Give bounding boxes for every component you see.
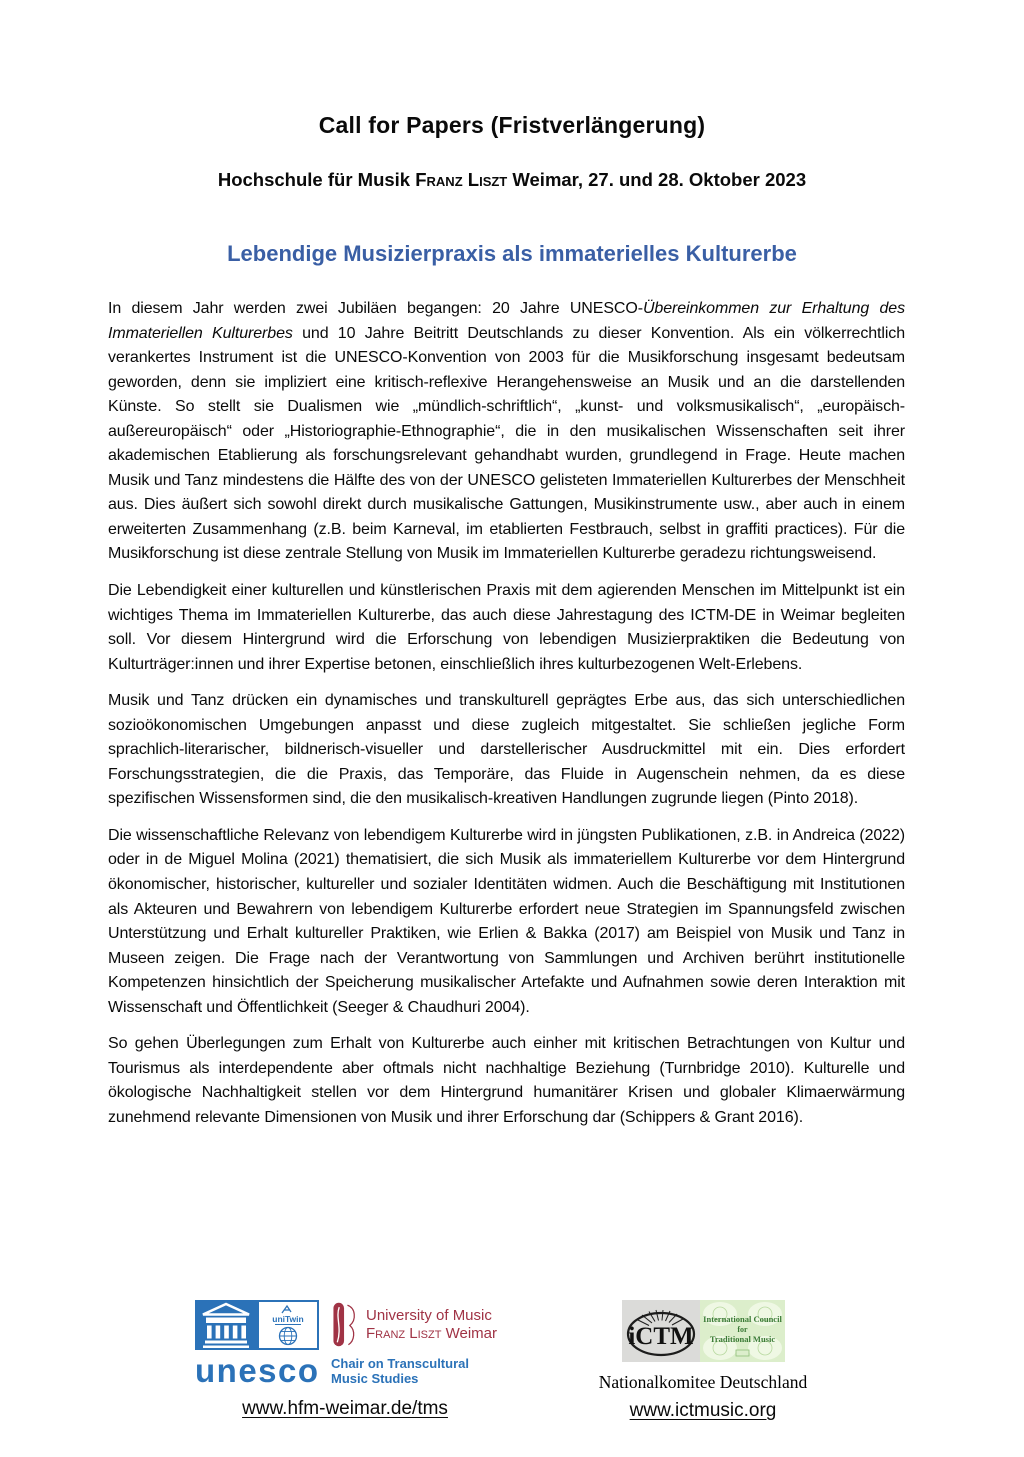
hfm-weimar-wordmark bbox=[366, 1300, 497, 1342]
ictm-link-row bbox=[593, 1400, 813, 1422]
paragraph-3: Musik und Tanz drücken ein dynamisches und transkulturell geprägtes Erbe aus, das sich unterschiedlichen sozioökonomischen Umgebungen anpasst und diese zugleich mitgestaltet. Sie schließen jegliche Form sprachlich-literarischer, bildnerisch-visueller und darstellerischer Ausdruckmittel mit ein. Dies erfordert Forschungsstrategien, die die Praxis, das Temporäre, das Fluide in Augenschein nehmen, da es diese spezifischen Wissensformen sind, die den musikalisch-kreativen Handlungen zugrunde liegen (Pinto 2018). bbox=[108, 692, 905, 808]
ictm-green-emblem bbox=[700, 1300, 785, 1362]
hfm-tms-link[interactable]: www.hfm-weimar.de/tms bbox=[242, 1398, 448, 1419]
paragraph-2: Die Lebendigkeit einer kulturellen und künstlerischen Praxis mit dem agierenden Menschen im Mittelpunkt ist ein wichtiges Thema im Immateriellen Kulturerbe, das auch diese Jahrestagung des ICTM-DE in Weimar begleiten soll. Vor diesem Hintergrund wird die Erforschung von lebendigen Musizierpraktiken die Bedeutung von Kulturträger:innen und ihrer Expertise betonen, einschließlich ihres kulturbezogenen Welt-Erlebens. bbox=[108, 582, 905, 673]
paragraph-1-pre: In diesem Jahr werden zwei Jubiläen begangen: 20 Jahre UNESCO- bbox=[108, 300, 643, 317]
ictm-green-line3: Traditional Music bbox=[709, 1334, 775, 1344]
paragraph-1-post: und 10 Jahre Beitritt Deutschlands zu dieser Konvention. Als ein völkerrechtlich verankertes Instrument ist die UNESCO-Konvention von 2003 für die Musikforschung insgesamt bedeutsam geworden, denn sie impliziert eine kritisch-reflexive Herangehensweise an Musik und an die darstellenden Künste. So stellt sie Dualismen wie „mündlich-schriftlich“, „kunst- und volksmusikalisch“, „europäisch-außereuropäisch“ oder „Historiographie-Ethnographie“, die in den musikalischen Wissenschaften seit ihrer akademischen Etablierung als forschungsrelevant gehandhabt wurden, grundlegend in Frage. Heute machen Musik und Tanz mindestens die Hälfte des von der UNESCO gelisteten Immateriellen Kulturerbes der Menschheit aus. Dies äußert sich sowohl direkt durch musikalische Gattungen, Musikinstrumente usw., aber auch in einem erweiterten Zusammenhang (z.B. beim Karneval, im etablierten Festbrauch, selbst in graffiti practices). Für die Musikforschung ist diese zentrale Stellung von Musik im Immateriellen Kulturerbe geradezu richtungsweisend. bbox=[108, 324, 905, 563]
document-title: Call for Papers (Fristverlängerung) bbox=[318, 112, 706, 138]
ictm-logo-row bbox=[593, 1300, 813, 1362]
conference-theme-heading: Lebendige Musizierpraxis als immaterielles Kulturerbe bbox=[227, 241, 797, 266]
ictm-national-committee-label: Nationalkomitee Deutschland bbox=[598, 1372, 808, 1392]
paragraph-5: So gehen Überlegungen zum Erhalt von Kulturerbe auch einher mit kritischen Betrachtungen von Kultur und Tourismus als interdependente aber oftmals nicht nachhaltige Beziehung (Turnbridge 2010). Kulturelle und ökologische Nachhaltigkeit stellen vor dem Hintergrund humanitärer Krisen und globaler Klimaerwärmung zunehmend relevante Dimensionen von Musik und ihrer Erforschung dar (Schippers & Grant 2016). bbox=[108, 1035, 905, 1126]
ictm-green-line2: for bbox=[736, 1325, 748, 1334]
unesco-wordmark-row bbox=[195, 1352, 495, 1389]
body-text bbox=[108, 297, 905, 1131]
document-subtitle bbox=[0, 169, 1024, 191]
ictm-logo-text: iCTM bbox=[627, 1323, 694, 1350]
footer-unesco-hfm-block bbox=[195, 1300, 498, 1420]
subtitle-text-pre: Hochschule für Musik bbox=[217, 169, 416, 190]
hfm-harp-icon bbox=[332, 1300, 359, 1349]
unesco-hfm-logo-row bbox=[195, 1300, 498, 1350]
footer bbox=[0, 1295, 1024, 1445]
subtitle-text-post: Weimar, 27. und 28. Oktober 2023 bbox=[507, 169, 807, 190]
hfm-line2-post: Weimar bbox=[441, 1324, 498, 1342]
ictm-logo bbox=[622, 1300, 700, 1362]
chair-label-line2: Music Studies bbox=[331, 1371, 419, 1386]
subtitle-smallcaps: Franz Liszt bbox=[415, 169, 508, 190]
unitwin-label: uniTwin bbox=[272, 1314, 304, 1324]
footer-ictm-block bbox=[593, 1300, 813, 1422]
unesco-temple-icon bbox=[195, 1300, 257, 1350]
hfm-line2-smallcaps: Franz Liszt bbox=[366, 1324, 442, 1342]
hfm-line2 bbox=[366, 1325, 497, 1343]
unesco-chair-label bbox=[331, 1356, 469, 1387]
ictm-link[interactable]: www.ictmusic.org bbox=[629, 1400, 777, 1421]
paragraph-1-italic-convention-title: Übereinkommen zur Erhaltung des Immateriellen Kulturerbes bbox=[108, 300, 905, 342]
unitwin-globe-icon bbox=[257, 1300, 319, 1350]
unesco-wordmark: unesco bbox=[195, 1352, 320, 1389]
paragraph-1 bbox=[108, 297, 905, 567]
chair-label-line1: Chair on Transcultural bbox=[331, 1355, 469, 1371]
hfm-link-row bbox=[195, 1398, 495, 1420]
ictm-green-line1: International Council bbox=[702, 1314, 782, 1324]
hfm-line1: University of Music bbox=[366, 1307, 492, 1324]
paragraph-4: Die wissenschaftliche Relevanz von lebendigem Kulturerbe wird in jüngsten Publikationen, z.B. in Andreica (2022) oder in de Miguel Molina (2021) thematisiert, die sich Musik als immateriellem Kulturerbe vor dem Hintergrund ökonomischer, historischer, kultureller und sozialer Identitäten widmen. Auch die Beschäftigung mit Institutionen als Akteuren und Bewahrern von lebendigem Kulturerbe erfordert neue Strategien im Spannungsfeld zwischen Unterstützung und Erhalt kultureller Praktiken, wie Erlien & Bakka (2017) am Beispiel von Musik und Tanz in Museen zeigen. Die Frage nach der Verantwortung von Sammlungen und Archiven berührt institutionelle Kompetenzen hinsichtlich der Speicherung musikalischer Artefakte und Aufnahmen sowie deren Interaktion mit Wissenschaft und Öffentlichkeit (Seeger & Chaudhuri 2004). bbox=[108, 826, 905, 1016]
